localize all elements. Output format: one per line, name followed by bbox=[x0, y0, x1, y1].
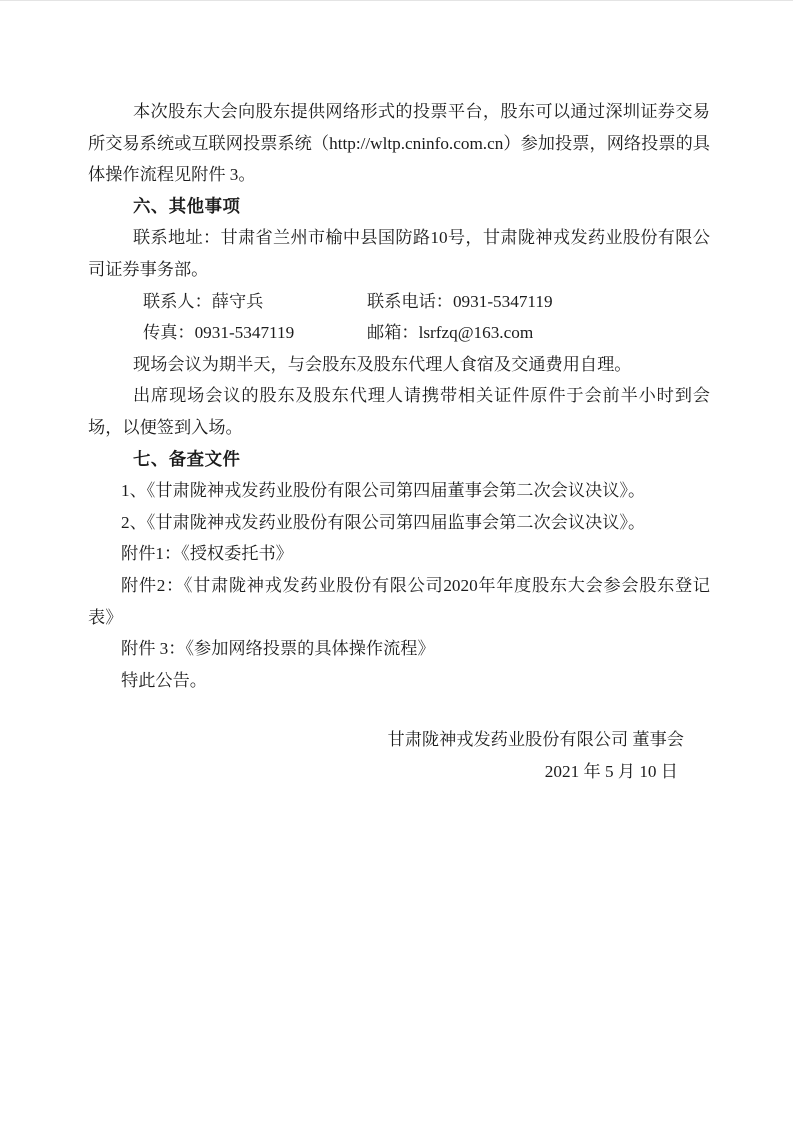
reference-document-item-1: 1、《甘肃陇神戎发药业股份有限公司第四届董事会第二次会议决议》。 bbox=[121, 481, 646, 501]
paragraph-online-voting: 本次股东大会向股东提供网络形式的投票平台，股东可以通过深圳证券交易所交易系统或互联网投票系统（http://wltp.cninfo.com.cn）参加投票，网络投票的具体操作流程见附件 3。 bbox=[88, 102, 710, 185]
attachment-item-1: 附件1：《授权委托书》 bbox=[121, 544, 293, 564]
contact-row-fax-email bbox=[88, 317, 710, 349]
signature-block bbox=[88, 724, 710, 787]
contact-person: 联系人：薛守兵 bbox=[143, 291, 264, 311]
heading-reference-documents: 七、备查文件 bbox=[133, 448, 241, 469]
paragraph-contact-address: 联系地址：甘肃省兰州市榆中县国防路10号，甘肃陇神戎发药业股份有限公司证券事务部。 bbox=[88, 228, 710, 279]
contact-fax: 传真：0931-5347119 bbox=[143, 323, 295, 343]
contact-row-person-phone bbox=[88, 286, 710, 318]
closing-statement: 特此公告。 bbox=[121, 670, 207, 690]
attachment-item-2: 附件2：《甘肃陇神戎发药业股份有限公司2020年年度股东大会参会股东登记表》 bbox=[88, 575, 710, 627]
contact-phone: 联系电话：0931-5347119 bbox=[367, 291, 553, 311]
paragraph-attendance-notice: 出席现场会议的股东及股东代理人请携带相关证件原件于会前半小时到会场，以便签到入场。 bbox=[88, 386, 710, 437]
paragraph-meeting-duration: 现场会议为期半天，与会股东及股东代理人食宿及交通费用自理。 bbox=[133, 354, 632, 374]
contact-email: 邮箱：lsrfzq@163.com bbox=[367, 323, 534, 343]
reference-document-item-2: 2、《甘肃陇神戎发药业股份有限公司第四届监事会第二次会议决议》。 bbox=[121, 512, 646, 532]
signature-company: 甘肃陇神戎发药业股份有限公司 董事会 bbox=[387, 730, 684, 750]
attachment-item-3: 附件 3：《参加网络投票的具体操作流程》 bbox=[121, 639, 435, 659]
page-content bbox=[88, 96, 710, 787]
signature-date: 2021 年 5 月 10 日 bbox=[544, 761, 678, 781]
heading-other-matters: 六、其他事项 bbox=[133, 195, 241, 216]
